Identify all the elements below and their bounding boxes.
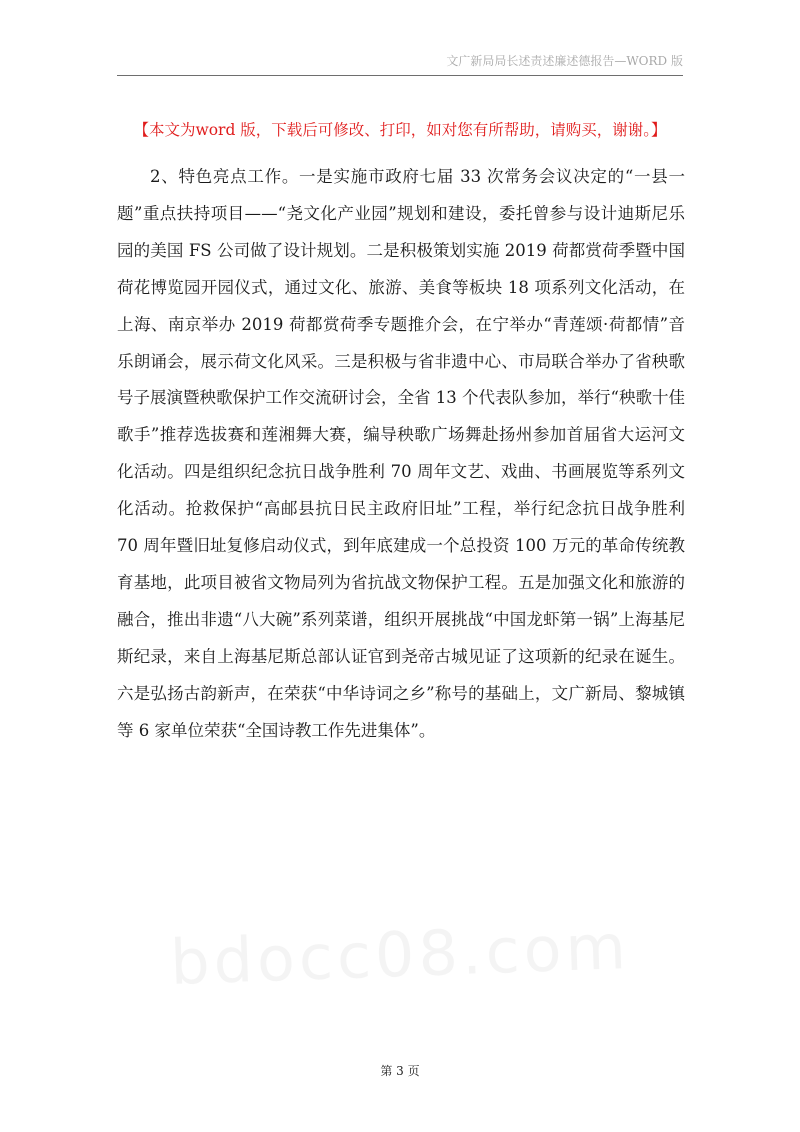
header-rule [117, 75, 683, 76]
body-paragraph: 2、特色亮点工作。一是实施市政府七届 33 次常务会议决定的“一县一题”重点扶持项目——“尧文化产业园”规划和建设，委托曾参与设计迪斯尼乐园的美国 FS 公司做了设计规划。二是积极策划实施 2019 荷都赏荷季暨中国荷花博览园开园仪式，通过文化、旅游、美食等板块 18 项系列文化活动，在上海、南京举办 2019 荷都赏荷季专题推介会，在宁举办“青莲颂·荷都情”音乐朗诵会，展示荷文化风采。三是积极与省非遗中心、市局联合举办了省秧歌号子展演暨秧歌保护工作交流研讨会，全省 13 个代表队参加，举行“秧歌十佳歌手”推荐选拔赛和莲湘舞大赛，编导秧歌广场舞赴扬州参加首届省大运河文化活动。四是组织纪念抗日战争胜利 70 周年文艺、戏曲、书画展览等系列文化活动。抢救保护“高邮县抗日民主政府旧址”工程，举行纪念抗日战争胜利 70 周年暨旧址复修启动仪式，到年底建成一个总投资 100 万元的革命传统教育基地，此项目被省文物局列为省抗战文物保护工程。五是加强文化和旅游的融合，推出非遗“八大碗”系列菜谱，组织开展挑战“中国龙虾第一锅”上海基尼斯纪录，来自上海基尼斯总部认证官到尧帝古城见证了这项新的纪录在诞生。六是弘扬古韵新声，在荣获“中华诗词之乡”称号的基础上，文广新局、黎城镇等 6 家单位荣获“全国诗教工作先进集体”。 [117, 167, 685, 740]
watermark [0, 904, 800, 1005]
page-number: 第 3 页 [380, 1064, 420, 1078]
download-notice: 【本文为word 版，下载后可修改、打印，如对您有所帮助，请购买，谢谢。】 [133, 121, 667, 139]
running-header: 文广新局局长述责述廉述德报告—WORD 版 [446, 54, 683, 68]
